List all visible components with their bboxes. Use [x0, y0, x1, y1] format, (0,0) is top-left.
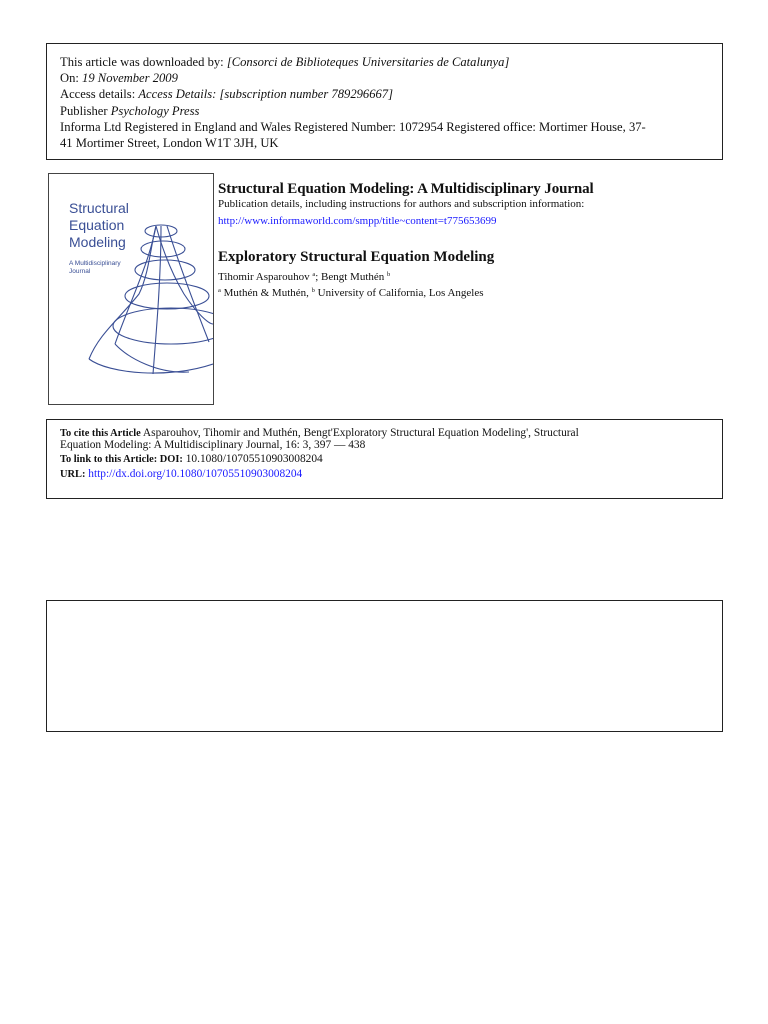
journal-title: Structural Equation Modeling: A Multidisciplinary Journal: [218, 181, 594, 197]
author-name: Bengt Muthén: [321, 271, 385, 283]
publisher-label: Publisher: [60, 103, 111, 118]
affiliation-line: $^a$ Muthén & Muthén, $^b$ University of California, Los Angeles: [218, 287, 484, 299]
access-details-label: Access details:: [60, 87, 139, 102]
doi-url-link[interactable]: http://dx.doi.org/10.1080/10705510903008204: [85, 467, 303, 480]
author-line: Tihomir Asparouhov $^a$; Bengt Muthén $^b$: [218, 271, 391, 283]
doi-value: 10.1080/10705510903008204: [182, 453, 323, 466]
access-details-line: [60, 86, 710, 102]
publisher-line: [60, 103, 710, 119]
doi-line: [60, 454, 710, 466]
article-title: Exploratory Structural Equation Modeling: [218, 249, 495, 265]
cite-label: To cite this Article: [60, 428, 141, 439]
download-date-line: [60, 70, 710, 86]
download-info-box: [46, 43, 723, 160]
url-line: [60, 469, 710, 481]
journal-url-link[interactable]: http://www.informaworld.com/smpp/title~content=t775653699: [218, 215, 497, 227]
url-label: URL:: [60, 468, 86, 480]
downloaded-by-value: [Consorci de Biblioteques Universitaries de Catalunya]: [226, 55, 510, 69]
cite-line: [60, 428, 710, 440]
download-date-label: On:: [60, 71, 83, 86]
address-line: 41 Mortimer Street, London W1T 3JH, UK: [60, 136, 279, 151]
cover-subtitle: A Multidisciplinary Journal: [69, 260, 121, 275]
journal-cover-image: [48, 173, 214, 405]
access-details-value: Access Details: [subscription number 789296667]: [138, 87, 393, 102]
cite-text-continued: Equation Modeling: A Multidisciplinary Journal, 16: 3, 397 — 438: [60, 438, 366, 451]
publisher-value: Psychology Press: [110, 103, 200, 118]
author-superscript: b: [387, 271, 391, 278]
author-name: Tihomir Asparouhov: [218, 271, 310, 283]
publication-details: Publication details, including instructions for authors and subscription information:: [218, 198, 585, 210]
affiliation-a: Muthén & Muthén,: [220, 287, 312, 299]
affiliation-b: University of California, Los Angeles: [317, 287, 484, 299]
downloaded-by-line: [60, 54, 710, 70]
downloaded-by-label: This article was downloaded by:: [60, 55, 227, 69]
empty-notice-box: [46, 600, 723, 732]
article-info-block: [218, 180, 718, 300]
cite-text: Asparouhov, Tihomir and Muthén, Bengt'Exploratory Structural Equation Modeling', Structural: [140, 427, 579, 439]
author-superscript: a: [312, 271, 316, 278]
cover-title: Structural Equation Modeling: [69, 200, 129, 250]
citation-box: [46, 419, 723, 499]
doi-label: To link to this Article: DOI:: [60, 454, 183, 466]
registration-line: Informa Ltd Registered in England and Wales Registered Number: 1072954 Registered office: Mortimer House, 37-: [60, 119, 646, 134]
download-date-value: 19 November 2009: [82, 71, 178, 86]
